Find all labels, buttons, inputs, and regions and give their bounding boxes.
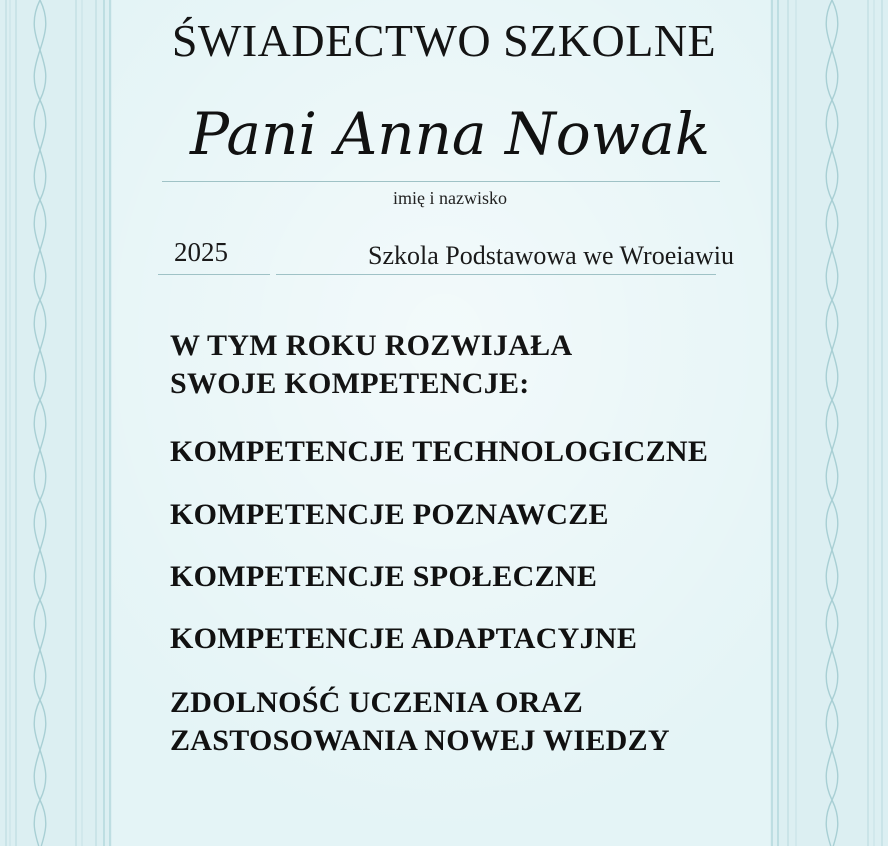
- name-underline: [162, 181, 720, 182]
- left-ornamental-border: [0, 0, 112, 846]
- certificate-title: ŚWIADECTWO SZKOLNE: [171, 15, 717, 66]
- student-name: Pani Anna Nowak: [190, 100, 710, 168]
- competency-cognitive: [170, 496, 750, 534]
- competency-label: KOMPETENCJE ADAPTACYJNE: [170, 622, 638, 655]
- school-underline: [276, 274, 716, 275]
- name-caption: imię i nazwisko: [393, 188, 507, 208]
- intro-line: W TYM ROKU ROZWIJAŁA: [170, 329, 573, 362]
- competencies-intro: [170, 327, 730, 403]
- school-year: 2025: [174, 237, 228, 267]
- competency-label: KOMPETENCJE POZNAWCZE: [170, 498, 609, 531]
- competency-social: [170, 558, 750, 596]
- competency-adaptive: [170, 620, 750, 658]
- competency-technological: [170, 433, 750, 471]
- year-underline: [158, 274, 270, 275]
- competency-label: KOMPETENCJE SPOŁECZNE: [170, 560, 598, 593]
- right-ornamental-border: [770, 0, 888, 846]
- school-name: Szkola Podstawowa we Wroeiawiu: [368, 241, 735, 270]
- competency-label: ZASTOSOWANIA NOWEJ WIEDZY: [170, 724, 670, 757]
- competency-label: ZDOLNOŚĆ UCZENIA ORAZ: [170, 686, 584, 719]
- competency-label: KOMPETENCJE TECHNOLOGICZNE: [170, 435, 709, 468]
- intro-line: SWOJE KOMPETENCJE:: [170, 367, 530, 400]
- competency-learning: [170, 684, 750, 760]
